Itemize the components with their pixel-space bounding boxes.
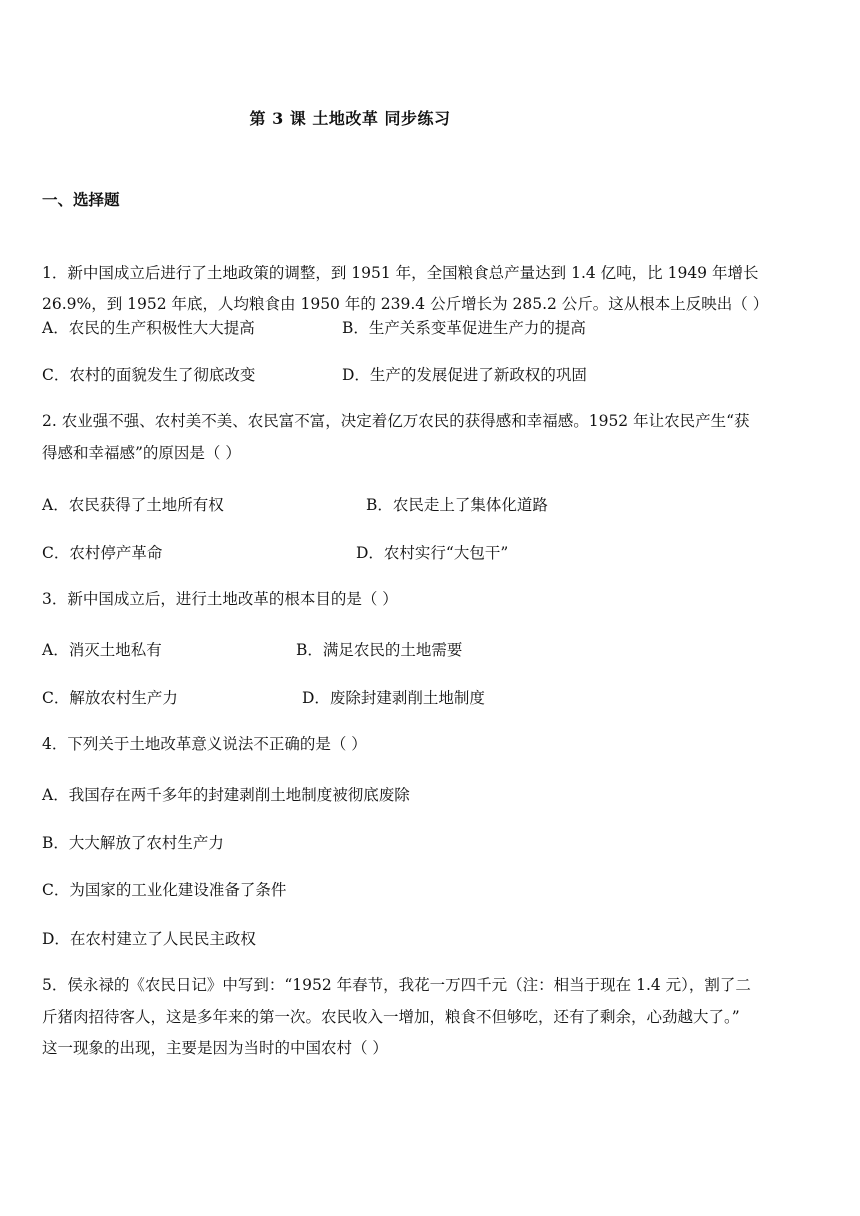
question-2-stem-line-2: 得感和幸福感”的原因是（ ） bbox=[42, 444, 241, 462]
question-1-option-a: A．农民的生产积极性大大提高 bbox=[42, 319, 255, 337]
question-4-option-d: D．在农村建立了人民民主政权 bbox=[42, 930, 256, 948]
question-4-stem-line-1: 4．下列关于土地改革意义说法不正确的是（ ） bbox=[42, 735, 367, 753]
section-heading: 一、选择题 bbox=[42, 190, 120, 209]
question-3-option-c: C．解放农村生产力 bbox=[42, 689, 178, 707]
question-2-option-b: B．农民走上了集体化道路 bbox=[366, 496, 548, 514]
question-4-option-a: A．我国存在两千多年的封建剥削土地制度被彻底废除 bbox=[42, 786, 410, 804]
question-5-stem-line-1: 5．侯永禄的《农民日记》中写到：“1952 年春节，我花一万四千元（注：相当于现在 1.4 元），割了二 bbox=[42, 976, 751, 994]
question-5-stem-line-3: 这一现象的出现，主要是因为当时的中国农村（ ） bbox=[42, 1039, 388, 1057]
question-3-option-a: A．消灭土地私有 bbox=[42, 641, 162, 659]
question-4-option-c: C．为国家的工业化建设准备了条件 bbox=[42, 881, 287, 899]
question-1-option-c: C．农村的面貌发生了彻底改变 bbox=[42, 366, 256, 384]
question-5-stem-line-2: 斤猪肉招待客人，这是多年来的第一次。农民收入一增加，粮食不但够吃，还有了剩余，心劲越大了。” bbox=[42, 1008, 740, 1026]
question-1-stem-line-2: 26.9%，到 1952 年底，人均粮食由 1950 年的 239.4 公斤增长为 285.2 公斤。这从根本上反映出（ ） bbox=[42, 295, 769, 313]
question-2-option-c: C．农村停产革命 bbox=[42, 544, 163, 562]
question-1-stem-line-1: 1．新中国成立后进行了土地政策的调整，到 1951 年，全国粮食总产量达到 1.4 亿吨，比 1949 年增长 bbox=[42, 264, 759, 282]
question-3-stem-line-1: 3．新中国成立后，进行土地改革的根本目的是（ ） bbox=[42, 590, 398, 608]
question-1-option-d: D．生产的发展促进了新政权的巩固 bbox=[342, 366, 587, 384]
question-1-option-b: B．生产关系变革促进生产力的提高 bbox=[342, 319, 586, 337]
question-3-option-b: B．满足农民的土地需要 bbox=[296, 641, 463, 659]
question-2-option-a: A．农民获得了土地所有权 bbox=[42, 496, 224, 514]
question-3-option-d: D．废除封建剥削土地制度 bbox=[302, 689, 485, 707]
question-2-stem-line-1: 2. 农业强不强、农村美不美、农民富不富，决定着亿万农民的获得感和幸福感。1952 年让农民产生“获 bbox=[42, 412, 750, 430]
question-2-option-d: D．农村实行“大包干” bbox=[356, 544, 509, 562]
page-title: 第 3 课 土地改革 同步练习 bbox=[249, 109, 451, 128]
question-4-option-b: B．大大解放了农村生产力 bbox=[42, 834, 224, 852]
